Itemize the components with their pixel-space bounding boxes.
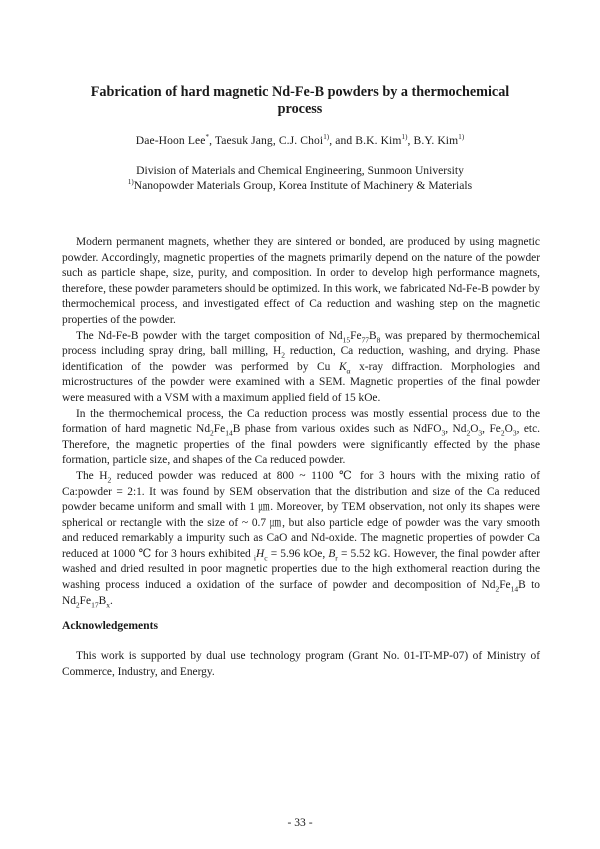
p3-text: Fe (213, 423, 226, 436)
p3-text: O (470, 423, 479, 436)
p2-text: The Nd-Fe-B powder with the target composition of Nd (76, 329, 343, 342)
p2-italic: K (338, 360, 347, 373)
p4-text: reduced powder was reduced at 800 ~ 1100 ℃ for 3 hours with the mixing ratio of Ca:powder = 2:1. It was found by SEM observation that the distribution and size of the Ca reduced powder became uniform and small with 1 ㎛. Moreover, by TEM observation, not only its shapes were spherical or rectangle with the size of ~ 0.7 ㎛, but also particle edge of powder was the vary smooth and reduced remarkably a impurity such as CaO and Nd-oxide. The magnetic properties of powder Ca reduced at 1000 ℃ for 3 hours exhibited (62, 469, 540, 560)
p3-sub: 3 (512, 428, 517, 438)
title-line-2: process (277, 101, 323, 117)
author-4: , B.Y. Kim (407, 134, 459, 147)
p3-text: B phase from various oxides such as NdFO (232, 423, 442, 436)
p2-sub: 15 (342, 334, 351, 344)
p2-sub: 8 (376, 334, 381, 344)
author-3-mark: 1) (401, 133, 408, 142)
p3-text: , etc. Therefore, the magnetic properties of the final powders were significantly effected by the phase formation, particle size, and shapes of the Ca reduced powder. (62, 423, 540, 467)
p3-sub: 2 (210, 428, 214, 438)
author-3: , and B.K. Kim (329, 134, 402, 147)
p4-text: = 5.52 kG. However, the final powder after washed and dried resulted in poor magnetic properties due to the high exthomeral reaction during the washing process induced a oxidation of the surface of powder and decomposition of Nd (62, 547, 541, 592)
p4-sub: r (335, 553, 338, 563)
author-1: Dae-Hoon Lee (135, 134, 206, 147)
p4-sub: x (106, 599, 110, 609)
p2-text: x-ray diffraction. Morphologies and microstructures of the powder were examined with a SEM. Magnetic properties of the final powder were measured with a VSM with a maximum applied field of 15 kOe. (62, 360, 540, 404)
p3-text: , Fe (482, 423, 501, 436)
acknowledgements-heading: Acknowledgements (62, 619, 158, 632)
paragraph-2 (62, 329, 540, 407)
author-list (0, 134, 600, 147)
page-number: - 33 - (287, 816, 313, 829)
p2-text: B (369, 329, 377, 342)
p4-text: Fe (499, 579, 511, 592)
p2-text: reduction, Ca reduction, washing, and drying. Phase identification of the powder was performed by Cu (62, 345, 540, 373)
p2-text: Fe (350, 329, 362, 342)
p4-italic: H (256, 547, 265, 560)
p4-text: . (109, 594, 113, 607)
p4-sub: i (253, 553, 256, 563)
affiliation-1: Division of Materials and Chemical Engineering, Sunmoon University (136, 164, 464, 177)
affiliation-2-text: Nanopowder Materials Group, Korea Institute of Machinery & Materials (133, 179, 473, 192)
affiliation-2 (0, 179, 600, 192)
author-1-mark: * (205, 133, 210, 142)
p4-text: The H (76, 469, 108, 482)
p4-sub: 14 (510, 584, 519, 594)
acknowledgements-text: This work is supported by dual use technology program (Grant No. 01-IT-MP-07) of Ministry of Commerce, Industry, and Energy. (62, 650, 540, 678)
p3-text: O (504, 423, 513, 436)
p4-sub: c (264, 553, 268, 563)
p2-text: was prepared by thermochemical process including spray dring, ball milling, H (62, 329, 540, 358)
p4-sub: 2 (75, 599, 80, 609)
author-2: , Taesuk Jang, C.J. Choi (209, 134, 324, 147)
p3-sub: 2 (500, 428, 505, 438)
author-2-mark: 1) (323, 133, 330, 142)
p3-sub: 14 (225, 428, 233, 438)
p2-sub: 2 (281, 350, 285, 360)
author-4-mark: 1) (458, 133, 465, 142)
p3-text: In the thermochemical process, the Ca reduction process was mostly essential process due to the formation of hard magnetic Nd (62, 407, 540, 436)
title-line-1: Fabrication of hard magnetic Nd-Fe-B powders by a thermochemical (90, 84, 510, 100)
paragraph-3 (62, 407, 540, 469)
p3-sub: 3 (478, 428, 483, 438)
p2-sub: 77 (361, 334, 370, 344)
paragraph-1: Modern permanent magnets, whether they are sintered or bonded, are produced by using magnetic powder. Accordingly, magnetic properties of the magnets primarily depend on the nature of the powder such as particle shape, size, purity, and composition. In order to develop high performance magnets, therefore, these powder parameters should be optimized. In this work, we fabricated Nd-Fe-B powder by thermochemical process, and investigated effect of Ca reduction and washing step on the magnetic properties of the powder. (62, 236, 540, 326)
p4-sub: 17 (91, 599, 99, 609)
p4-text: B to Nd (62, 579, 540, 607)
p4-text: Fe (79, 594, 92, 607)
p3-text: , Nd (445, 423, 467, 436)
abstract-body (62, 235, 540, 609)
p4-text: B (98, 594, 107, 607)
p4-text: = 5.96 kOe, (267, 547, 329, 560)
p4-sub: 2 (107, 475, 112, 485)
p4-sub: 2 (495, 584, 500, 594)
p3-sub: 3 (441, 428, 446, 438)
paragraph-4 (62, 469, 540, 609)
p3-sub: 2 (466, 428, 471, 438)
p4-italic: B (328, 547, 336, 560)
paper-title (40, 84, 560, 118)
affiliation-2-mark: 1) (127, 178, 134, 187)
p2-sub: α (346, 366, 351, 376)
